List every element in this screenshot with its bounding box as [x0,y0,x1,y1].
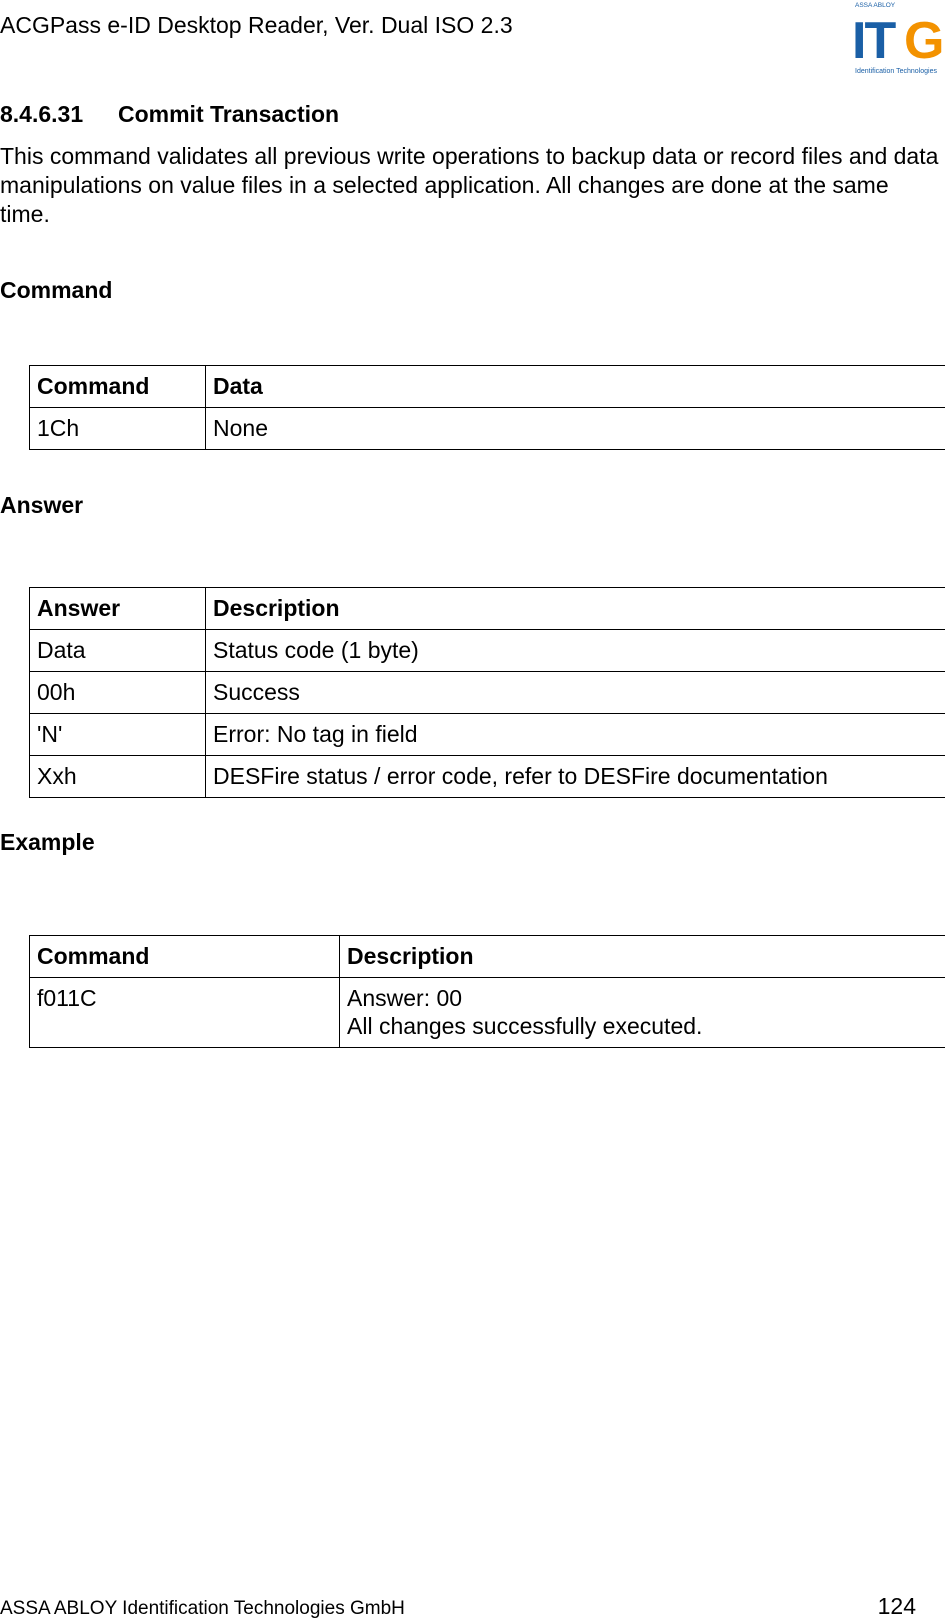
table-cell: 1Ch [30,408,206,450]
document-header-title: ACGPass e-ID Desktop Reader, Ver. Dual ISO 2.3 [0,12,513,38]
table-row [30,714,945,756]
table-header-row [30,936,945,978]
example-answer-line: Answer: 00 [347,985,463,1011]
table-cell: 'N' [30,714,206,756]
example-description-line: All changes successfully executed. [347,1013,703,1039]
section-heading [0,101,339,128]
section-title: Commit Transaction [118,101,340,127]
table-row [30,408,945,450]
table-cell: DESFire status / error code, refer to DESFire documentation [206,756,945,798]
table-header-row [30,588,945,630]
answer-table [29,587,945,798]
answer-subheading: Answer [0,492,84,518]
page-number: 124 [877,1593,916,1619]
column-header: Answer [30,588,206,630]
table-row [30,978,945,1048]
table-row [30,672,945,714]
column-header: Data [206,366,945,408]
table-cell: Success [206,672,945,714]
table-cell: f011C [30,978,340,1048]
column-header: Command [30,936,340,978]
svg-text:ASSA ABLOY: ASSA ABLOY [855,2,896,9]
table-cell: Error: No tag in field [206,714,945,756]
column-header: Description [340,936,945,978]
section-intro-paragraph: This command validates all previous write operations to backup data or record files and data manipulations on value files in a selected application. All changes are done at the same time. [0,143,939,227]
table-cell: 00h [30,672,206,714]
svg-text:IT: IT [852,12,895,70]
table-row [30,630,945,672]
column-header: Command [30,366,206,408]
table-header-row [30,366,945,408]
example-table [29,935,945,1048]
section-number: 8.4.6.31 [0,101,84,127]
table-row [30,756,945,798]
column-header: Description [206,588,945,630]
table-cell: Status code (1 byte) [206,630,945,672]
example-subheading: Example [0,829,95,855]
svg-text:G: G [904,12,945,70]
footer-company: ASSA ABLOY Identification Technologies GmbH [0,1598,405,1619]
svg-text:Identification Technologies: Identification Technologies [855,68,937,75]
table-cell: Xxh [30,756,206,798]
table-cell [340,978,945,1048]
command-subheading: Command [0,277,113,303]
assa-abloy-itg-logo [852,0,945,80]
table-cell: None [206,408,945,450]
command-table [29,365,945,450]
table-cell: Data [30,630,206,672]
